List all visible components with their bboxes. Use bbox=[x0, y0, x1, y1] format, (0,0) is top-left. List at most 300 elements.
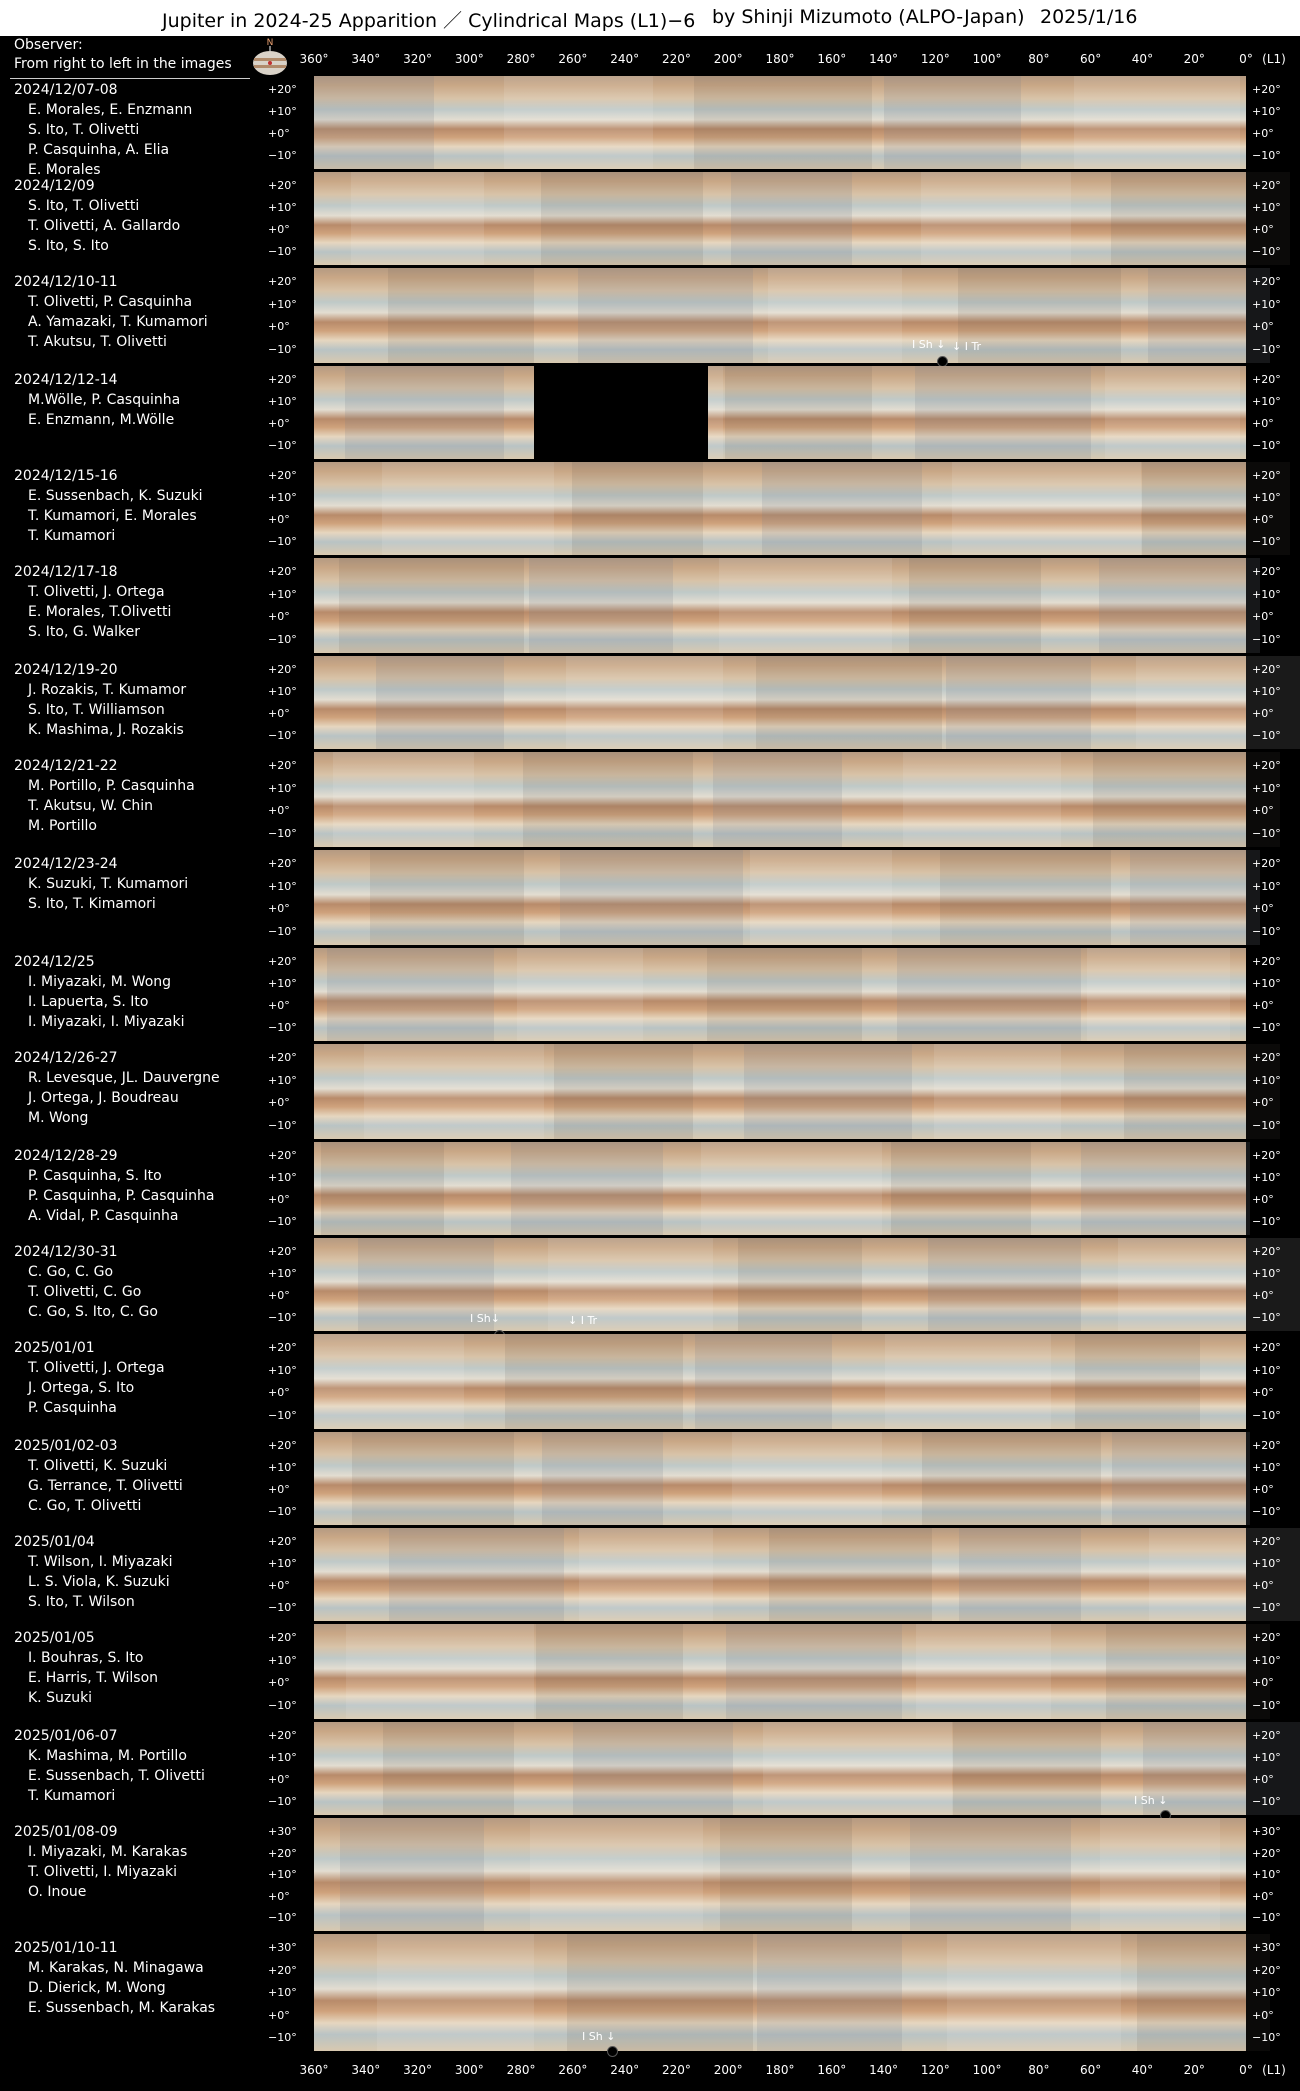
cylindrical-map-image bbox=[314, 1624, 1246, 1722]
map-segment-shade bbox=[756, 656, 942, 749]
observer-names: S. Ito, T. Olivetti bbox=[28, 198, 140, 214]
latitude-label: +0° bbox=[268, 1889, 290, 1903]
latitude-label: +20° bbox=[1252, 1846, 1281, 1860]
map-segment-shade bbox=[389, 1528, 564, 1621]
observer-names: A. Vidal, P. Casquinha bbox=[28, 1208, 179, 1224]
longitude-label: 300° bbox=[454, 2063, 484, 2077]
map-segment-shade bbox=[346, 1624, 534, 1719]
map-segment-shade bbox=[726, 1624, 902, 1719]
cylindrical-map-image bbox=[314, 948, 1246, 1044]
map-segment-shade bbox=[382, 462, 554, 555]
latitude-label: −10° bbox=[1252, 1601, 1281, 1614]
observer-names: S. Ito, G. Walker bbox=[28, 624, 141, 640]
cylindrical-map-image bbox=[314, 1044, 1246, 1142]
map-segment-shade bbox=[536, 1624, 683, 1719]
observer-names: E. Sussenbach, T. Olivetti bbox=[28, 1768, 205, 1784]
observer-names: P. Casquinha, S. Ito bbox=[28, 1168, 162, 1184]
observer-names: S. Ito, S. Ito bbox=[28, 238, 109, 254]
panel-date: 2024/12/15-16 bbox=[14, 468, 118, 484]
observer-names: T. Wilson, I. Miyazaki bbox=[28, 1554, 173, 1570]
latitude-label: −10° bbox=[1252, 2031, 1281, 2044]
observer-names: C. Go, S. Ito, C. Go bbox=[28, 1304, 158, 1320]
map-segment-shade bbox=[1106, 1624, 1270, 1719]
panel-date: 2024/12/25 bbox=[14, 954, 95, 970]
latitude-label: +10° bbox=[268, 395, 297, 408]
map-panel bbox=[0, 948, 1300, 1044]
map-panel bbox=[0, 656, 1300, 752]
latitude-label: +10° bbox=[268, 1751, 297, 1764]
map-segment-shade bbox=[1100, 1818, 1220, 1931]
map-segment-shade bbox=[922, 1432, 1101, 1525]
latitude-label: +0° bbox=[268, 1483, 290, 1496]
satellite-event-label: I Sh ↓ bbox=[912, 338, 946, 351]
latitude-label: −10° bbox=[268, 1021, 297, 1034]
observer-names: K. Suzuki, T. Kumamori bbox=[28, 876, 189, 892]
latitude-label: +20° bbox=[268, 1051, 297, 1064]
latitude-label: +10° bbox=[268, 1461, 297, 1474]
panel-date: 2025/01/06-07 bbox=[14, 1728, 118, 1744]
panel-labels bbox=[14, 1532, 173, 1612]
observer-names: T. Akutsu, T. Olivetti bbox=[28, 334, 167, 350]
panel-date: 2025/01/02-03 bbox=[14, 1438, 118, 1454]
cylindrical-map-image bbox=[314, 1528, 1246, 1624]
latitude-label: −10° bbox=[268, 729, 297, 742]
latitude-label: +0° bbox=[1252, 902, 1274, 916]
longitude-label: 180° bbox=[765, 52, 795, 66]
panel-labels bbox=[14, 1242, 158, 1322]
latitude-label: −10° bbox=[1252, 1699, 1281, 1712]
latitude-label: +10° bbox=[1252, 1868, 1281, 1881]
map-panel bbox=[0, 76, 1300, 178]
latitude-label: +0° bbox=[1252, 1096, 1274, 1110]
observer-names: I. Miyazaki, M. Karakas bbox=[28, 1844, 188, 1860]
longitude-label: 340° bbox=[351, 2063, 381, 2077]
latitude-label: +20° bbox=[268, 1149, 297, 1162]
observer-names: T. Kumamori bbox=[28, 528, 116, 544]
observer-names: E. Sussenbach, M. Karakas bbox=[28, 2000, 216, 2016]
map-panel bbox=[0, 366, 1300, 462]
latitude-label: +10° bbox=[268, 1557, 297, 1570]
map-segment-shade bbox=[958, 268, 1121, 363]
observer-names: J. Rozakis, T. Kumamor bbox=[28, 682, 187, 698]
latitude-label: −10° bbox=[268, 1409, 297, 1422]
map-segment-shade bbox=[376, 656, 504, 749]
map-segment-shade bbox=[1137, 1934, 1270, 2051]
latitude-label: +20° bbox=[1252, 565, 1281, 578]
latitude-label: +0° bbox=[1252, 223, 1274, 236]
latitude-label: −10° bbox=[1252, 439, 1281, 452]
latitude-label: +10° bbox=[268, 685, 297, 698]
latitude-label: +0° bbox=[1252, 320, 1274, 334]
observer-names: K. Suzuki bbox=[28, 1690, 93, 1706]
longitude-label: 120° bbox=[920, 2063, 950, 2077]
observer-names: A. Yamazaki, T. Kumamori bbox=[28, 314, 208, 330]
longitude-label: 260° bbox=[558, 52, 588, 66]
latitude-label: +0° bbox=[268, 417, 290, 430]
longitude-label: 80° bbox=[1028, 52, 1050, 66]
latitude-label: −10° bbox=[1252, 925, 1281, 938]
map-segment-shade bbox=[554, 1044, 693, 1139]
latitude-label: +10° bbox=[268, 1868, 297, 1881]
latitude-label: +10° bbox=[1252, 201, 1281, 214]
panel-labels bbox=[14, 1822, 187, 1902]
satellite-event-label: ↓ I Tr bbox=[952, 340, 982, 353]
latitude-label: +0° bbox=[268, 707, 290, 720]
longitude-label: 200° bbox=[713, 52, 743, 66]
latitude-label: +10° bbox=[268, 587, 297, 601]
observer-names: E. Morales bbox=[28, 162, 101, 178]
observer-names: T. Kumamori bbox=[28, 1788, 116, 1804]
latitude-label: +0° bbox=[268, 610, 290, 624]
map-segment-shade bbox=[1075, 1334, 1200, 1429]
latitude-label: +20° bbox=[268, 1341, 297, 1354]
panel-labels bbox=[14, 176, 180, 256]
longitude-label: 140° bbox=[869, 2063, 898, 2077]
latitude-label: +0° bbox=[1252, 1289, 1274, 1302]
map-segment-shade bbox=[315, 1334, 464, 1429]
map-segment-shade bbox=[523, 752, 693, 847]
latitude-label: +20° bbox=[268, 1729, 297, 1742]
panel-labels bbox=[14, 272, 208, 352]
cylindrical-map-image bbox=[314, 1238, 1246, 1334]
cylindrical-map-image bbox=[314, 366, 1246, 462]
latitude-label: −10° bbox=[1252, 1911, 1281, 1924]
latitude-label: −10° bbox=[1252, 633, 1281, 646]
map-panel bbox=[0, 1934, 1300, 2054]
latitude-label: +20° bbox=[1252, 663, 1281, 676]
latitude-label: +20° bbox=[268, 1631, 297, 1644]
observer-names: I. Lapuerta, S. Ito bbox=[28, 994, 149, 1010]
latitude-label: +20° bbox=[268, 1846, 297, 1860]
map-panel bbox=[0, 850, 1300, 948]
longitude-scale-bottom bbox=[290, 2063, 1300, 2083]
cylindrical-map-image bbox=[314, 462, 1246, 558]
latitude-label: +10° bbox=[268, 1363, 297, 1377]
title-bar bbox=[0, 0, 1300, 36]
latitude-label: +0° bbox=[1252, 1773, 1274, 1786]
cylindrical-map-image bbox=[314, 268, 1246, 366]
latitude-label: +10° bbox=[1252, 297, 1281, 311]
latitude-label: −10° bbox=[1252, 1311, 1281, 1324]
map-panel bbox=[0, 1432, 1300, 1528]
map-segment-shade bbox=[719, 558, 892, 653]
panel-labels bbox=[14, 756, 195, 836]
map-segment-shade bbox=[579, 1528, 713, 1621]
latitude-label: +20° bbox=[1252, 83, 1281, 96]
latitude-label: +10° bbox=[1252, 1986, 1281, 1999]
map-segment-shade bbox=[921, 172, 1071, 265]
observer-names: E. Harris, T. Wilson bbox=[28, 1670, 159, 1686]
panel-date: 2025/01/05 bbox=[14, 1630, 95, 1646]
observer-names: O. Inoue bbox=[28, 1884, 87, 1900]
map-segment-shade bbox=[339, 558, 524, 653]
longitude-label: 200° bbox=[713, 2063, 743, 2077]
observer-names: D. Dierick, M. Wong bbox=[28, 1980, 166, 1996]
map-segment-shade bbox=[542, 1432, 663, 1525]
cylindrical-map-image bbox=[314, 656, 1246, 752]
map-segment-shade bbox=[560, 850, 743, 945]
latitude-label: −10° bbox=[1252, 149, 1281, 162]
latitude-label: +0° bbox=[1252, 417, 1274, 430]
map-panel bbox=[0, 172, 1300, 268]
latitude-label: +20° bbox=[268, 275, 297, 288]
panel-date: 2025/01/01 bbox=[14, 1340, 95, 1356]
latitude-label: +10° bbox=[268, 977, 297, 990]
map-segment-shade bbox=[352, 1432, 514, 1525]
longitude-label: 240° bbox=[610, 2063, 640, 2077]
latitude-label: −10° bbox=[268, 827, 297, 840]
observer-names: M. Wong bbox=[28, 1110, 89, 1126]
latitude-label: −10° bbox=[268, 149, 297, 162]
cylindrical-map-image bbox=[314, 1818, 1246, 1934]
observer-names: L. S. Viola, K. Suzuki bbox=[28, 1574, 170, 1590]
longitude-label: 300° bbox=[454, 52, 484, 66]
observer-names: P. Casquinha, A. Elia bbox=[28, 142, 170, 158]
latitude-label: +20° bbox=[1252, 857, 1281, 870]
map-segment-shade bbox=[511, 1142, 663, 1235]
observer-names: S. Ito, T. Olivetti bbox=[28, 122, 140, 138]
map-segment-shade bbox=[757, 1934, 902, 2051]
observer-names: I. Miyazaki, I. Miyazaki bbox=[28, 1014, 185, 1030]
latitude-label: +20° bbox=[268, 469, 297, 482]
latitude-label: −10° bbox=[268, 245, 297, 258]
longitude-label: 320° bbox=[403, 52, 432, 66]
compass-north-label: N bbox=[266, 38, 274, 48]
latitude-label: +20° bbox=[268, 1535, 297, 1548]
map-segment-shade bbox=[1081, 1142, 1250, 1235]
map-segment-shade bbox=[738, 1238, 862, 1331]
map-segment-shade bbox=[345, 366, 504, 459]
latitude-label: −10° bbox=[1252, 729, 1281, 742]
cylindrical-map-image bbox=[314, 1432, 1246, 1528]
longitude-label: 180° bbox=[765, 2063, 795, 2077]
map-segment-shade bbox=[517, 948, 643, 1041]
cylindrical-map-image bbox=[314, 752, 1246, 850]
observer-names: T. Akutsu, W. Chin bbox=[28, 798, 154, 814]
cylindrical-map-image bbox=[314, 558, 1246, 656]
map-segment-shade bbox=[370, 850, 524, 945]
cylindrical-map-image bbox=[314, 1934, 1246, 2054]
observer-names: T. Olivetti, A. Gallardo bbox=[28, 218, 181, 234]
map-segment-shade bbox=[1105, 366, 1240, 459]
longitude-label: 120° bbox=[920, 52, 950, 66]
observer-names: M. Karakas, N. Minagawa bbox=[28, 1960, 204, 1976]
map-segment-shade bbox=[1112, 1432, 1250, 1525]
map-segment-shade bbox=[541, 172, 703, 265]
longitude-label: 360° bbox=[299, 52, 329, 66]
latitude-label: +0° bbox=[268, 2008, 290, 2022]
observer-heading-line1: Observer: bbox=[14, 37, 83, 53]
latitude-label: −10° bbox=[1252, 1021, 1281, 1034]
longitude-label: 220° bbox=[661, 52, 691, 66]
latitude-label: +0° bbox=[1252, 999, 1274, 1012]
latitude-label: +0° bbox=[1252, 1889, 1274, 1903]
latitude-label: +10° bbox=[1252, 587, 1281, 601]
observer-names: P. Casquinha bbox=[28, 1400, 117, 1416]
latitude-label: +10° bbox=[268, 297, 297, 311]
observer-names: K. Mashima, J. Rozakis bbox=[28, 722, 184, 738]
latitude-label: +20° bbox=[268, 1439, 297, 1452]
map-segment-shade bbox=[915, 366, 1091, 459]
panel-labels bbox=[14, 952, 184, 1032]
longitude-label: 160° bbox=[817, 52, 847, 66]
map-panel bbox=[0, 1238, 1300, 1334]
observer-names: M. Portillo, P. Casquinha bbox=[28, 778, 195, 794]
latitude-label: +20° bbox=[1252, 955, 1281, 968]
satellite-event-label: I Sh ↓ bbox=[1134, 1794, 1168, 1807]
map-segment-shade bbox=[891, 1142, 1031, 1235]
map-segment-shade bbox=[909, 558, 1041, 653]
panel-labels bbox=[14, 1628, 158, 1708]
latitude-label: −10° bbox=[268, 439, 297, 452]
latitude-label: +20° bbox=[268, 663, 297, 676]
latitude-label: +20° bbox=[268, 1245, 297, 1258]
latitude-label: +20° bbox=[1252, 1729, 1281, 1742]
map-segment-shade bbox=[707, 948, 862, 1041]
map-segment-shade bbox=[573, 1722, 733, 1815]
observer-names: I. Miyazaki, M. Wong bbox=[28, 974, 172, 990]
map-segment-shade bbox=[1074, 76, 1240, 169]
cylindrical-map-image bbox=[314, 172, 1246, 268]
satellite-event-label: ↓ I Tr bbox=[568, 1314, 598, 1327]
latitude-label: −10° bbox=[1252, 827, 1281, 840]
longitude-label: 160° bbox=[817, 2063, 847, 2077]
panel-labels bbox=[14, 660, 186, 740]
longitude-label: 40° bbox=[1131, 2063, 1154, 2077]
map-segment-shade bbox=[953, 1722, 1101, 1815]
map-segment-shade bbox=[750, 850, 892, 945]
latitude-label: −10° bbox=[268, 633, 297, 646]
latitude-label: +0° bbox=[1252, 1676, 1274, 1690]
panel-labels bbox=[14, 562, 171, 642]
latitude-label: +20° bbox=[1252, 1535, 1281, 1548]
longitude-label: 360° bbox=[299, 2063, 329, 2077]
cylindrical-map-image bbox=[314, 850, 1246, 948]
map-segment-shade bbox=[572, 462, 703, 555]
map-segment-shade bbox=[762, 462, 922, 555]
latitude-label: +10° bbox=[268, 201, 297, 214]
latitude-label: +0° bbox=[268, 1096, 290, 1110]
latitude-label: −10° bbox=[268, 1505, 297, 1518]
map-segment-shade bbox=[934, 1044, 1061, 1139]
panel-labels bbox=[14, 1938, 215, 2018]
observer-names: E. Morales, T.Olivetti bbox=[28, 604, 172, 620]
satellite-event-label: I Sh↓ bbox=[470, 1312, 500, 1325]
latitude-label: +20° bbox=[1252, 1963, 1281, 1977]
map-segment-shade bbox=[952, 462, 1141, 555]
latitude-label: +10° bbox=[268, 879, 297, 893]
observer-names: J. Ortega, S. Ito bbox=[28, 1380, 135, 1396]
latitude-label: −10° bbox=[1252, 535, 1281, 548]
latitude-label: +0° bbox=[1252, 1193, 1274, 1206]
latitude-label: +0° bbox=[1252, 1386, 1274, 1400]
latitude-label: +20° bbox=[268, 857, 297, 870]
map-panel bbox=[0, 752, 1300, 850]
latitude-label: +0° bbox=[1252, 513, 1274, 526]
longitude-label: 140° bbox=[869, 52, 898, 66]
latitude-label: +20° bbox=[1252, 275, 1281, 288]
latitude-label: +20° bbox=[1252, 373, 1281, 386]
latitude-label: +20° bbox=[268, 955, 297, 968]
map-segment-shade bbox=[744, 1044, 912, 1139]
map-segment-shade bbox=[321, 1142, 444, 1235]
longitude-label: 100° bbox=[972, 52, 1002, 66]
observer-names: K. Mashima, M. Portillo bbox=[28, 1748, 187, 1764]
latitude-label: +10° bbox=[1252, 685, 1281, 698]
map-panel bbox=[0, 1624, 1300, 1722]
latitude-label: +0° bbox=[268, 804, 290, 818]
latitude-label: +20° bbox=[1252, 469, 1281, 482]
observer-names: C. Go, C. Go bbox=[28, 1264, 114, 1280]
longitude-label: 60° bbox=[1080, 52, 1102, 66]
latitude-label: +0° bbox=[1252, 1579, 1274, 1592]
latitude-label: +10° bbox=[1252, 105, 1281, 118]
longitude-label: 80° bbox=[1028, 2063, 1050, 2077]
latitude-label: +10° bbox=[268, 1073, 297, 1087]
longitude-label: (L1) bbox=[1262, 52, 1286, 66]
latitude-label: −10° bbox=[1252, 1505, 1281, 1518]
latitude-label: +0° bbox=[268, 513, 290, 526]
panel-labels bbox=[14, 1338, 165, 1418]
map-segment-shade bbox=[946, 656, 1091, 749]
latitude-label: +10° bbox=[1252, 1073, 1281, 1087]
latitude-label: −10° bbox=[268, 1311, 297, 1324]
latitude-label: +0° bbox=[268, 127, 290, 140]
latitude-label: +10° bbox=[268, 1986, 297, 1999]
latitude-label: +20° bbox=[1252, 1341, 1281, 1354]
observer-names: E. Enzmann, M.Wölle bbox=[28, 412, 175, 428]
latitude-label: +0° bbox=[268, 1676, 290, 1690]
map-segment-shade bbox=[388, 268, 534, 363]
map-segment-shade bbox=[505, 1334, 683, 1429]
map-segment-shade bbox=[897, 948, 1081, 1041]
latitude-label: −10° bbox=[268, 1795, 297, 1808]
panel-labels bbox=[14, 80, 192, 180]
panel-date: 2024/12/30-31 bbox=[14, 1244, 118, 1260]
panel-date: 2024/12/07-08 bbox=[14, 82, 118, 98]
map-segment-shade bbox=[959, 1528, 1081, 1621]
latitude-label: −10° bbox=[268, 1215, 297, 1228]
longitude-label: 240° bbox=[610, 52, 640, 66]
latitude-label: +20° bbox=[1252, 179, 1281, 192]
observer-names: T. Olivetti, P. Casquinha bbox=[28, 294, 193, 310]
map-segment-shade bbox=[351, 172, 484, 265]
latitude-label: +20° bbox=[268, 565, 297, 578]
map-segment-shade bbox=[504, 76, 653, 169]
author-credit: by Shinji Mizumoto (ALPO-Japan) bbox=[712, 6, 1025, 28]
longitude-label: 0° bbox=[1239, 52, 1253, 66]
panel-date: 2025/01/10-11 bbox=[14, 1940, 118, 1956]
observer-names: C. Go, T. Olivetti bbox=[28, 1498, 142, 1514]
observer-names: E. Morales, E. Enzmann bbox=[28, 102, 193, 118]
latitude-label: +0° bbox=[268, 902, 290, 916]
latitude-label: −10° bbox=[1252, 1409, 1281, 1422]
observer-names: R. Levesque, JL. Dauvergne bbox=[28, 1070, 220, 1086]
latitude-label: +30° bbox=[268, 1825, 297, 1838]
latitude-label: −10° bbox=[1252, 343, 1281, 356]
panel-date: 2024/12/17-18 bbox=[14, 564, 118, 580]
observer-names: T. Olivetti, K. Suzuki bbox=[28, 1458, 168, 1474]
panel-labels bbox=[14, 466, 203, 546]
latitude-label: +20° bbox=[268, 1963, 297, 1977]
latitude-label: −10° bbox=[1252, 1795, 1281, 1808]
publish-date: 2025/1/16 bbox=[1040, 6, 1138, 28]
latitude-label: +0° bbox=[1252, 804, 1274, 818]
latitude-label: +30° bbox=[1252, 1825, 1281, 1838]
latitude-label: +20° bbox=[1252, 1439, 1281, 1452]
observer-names: S. Ito, T. Williamson bbox=[28, 702, 165, 718]
latitude-label: +10° bbox=[1252, 395, 1281, 408]
